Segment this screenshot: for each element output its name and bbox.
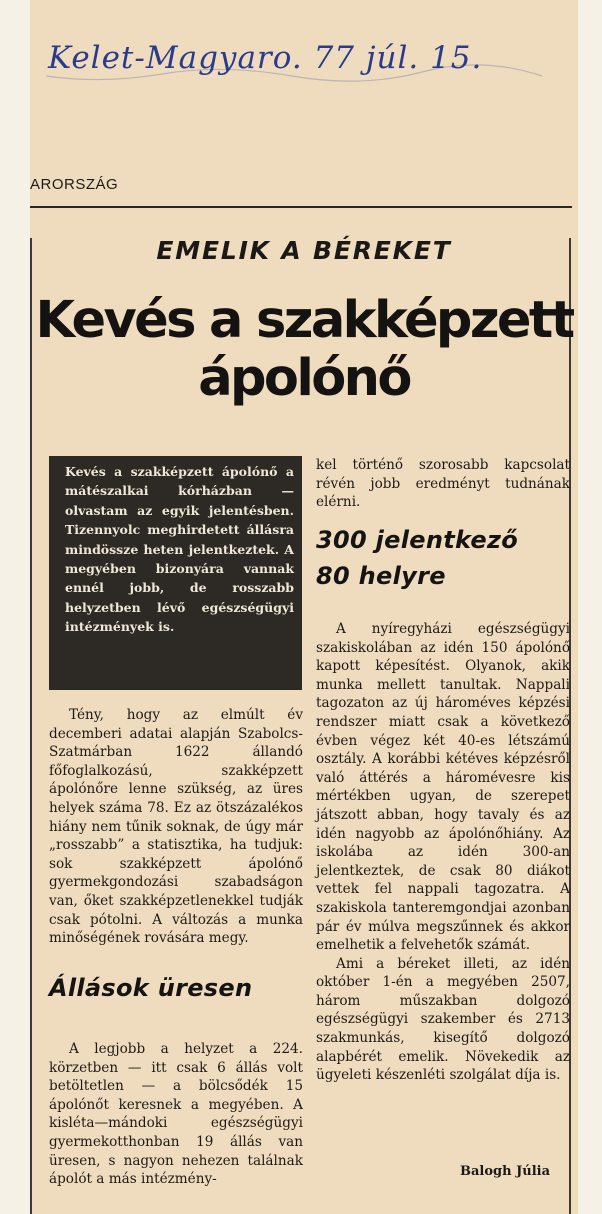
section-label: ARORSZÁG: [30, 176, 119, 193]
left-column-text-2: [49, 1040, 303, 1189]
newspaper-clipping: [30, 0, 578, 1214]
subhead-allasok: Állások üresen: [49, 974, 253, 1002]
author-signature: Balogh Júlia: [460, 1164, 550, 1179]
kicker: EMELIK A BÉREKET: [156, 236, 452, 265]
handwritten-text: Kelet-Magyaro. 77 júl. 15.: [48, 40, 483, 76]
subhead-line-1: 300 jelentkező: [316, 526, 519, 554]
paragraph: Tény, hogy az elmúlt év decemberi adatai alapján Szabolcs-Szatmárban 1622 állandó főfoglalkozású, szakképzett ápolónőre lenne szükség, az üres helyek száma 78. Ez az ötszázalékos hiány nem tűnik soknak, de úgy már „rosszabb” a statisztika, ha tudjuk: sok szakképzett ápolónő gyermekgondozási szabadságon van, őket szakképzetlenekkel tudják csak pótolni. A változás a munka minőségének rovására megy.: [49, 707, 303, 947]
right-column-continuation: [316, 456, 570, 512]
top-rule: [30, 206, 572, 208]
headline-line-2: ápolónő: [198, 349, 410, 408]
headline: [30, 292, 578, 408]
subhead-line-2: 80 helyre: [316, 562, 446, 590]
paragraph: A legjobb a helyzet a 224. körzetben — itt csak 6 állás volt betöltetlen — a bölcsődék 15 ápolónőt keresnek a megyében. A kisléta—mándoki egészségügyi gyermekotthonban 19 állás van üresen, s nagyon nehezen találnak ápolót a más intézmény-: [49, 1041, 303, 1188]
paragraph: kel történő szorosabb kapcsolat révén jobb eredményt tudnának elérni.: [316, 457, 570, 511]
handwritten-note: [42, 34, 562, 88]
subhead-300-jelentkezo: [316, 522, 518, 594]
right-column-text: [316, 620, 570, 1085]
left-column-text-1: [49, 706, 303, 948]
paragraph: A nyíregyházi egészségügyi szakiskolában az idén 150 ápolónő kapott képesítést. Olyanok, akik munka mellett tanultak. Nappali tagozaton az új hároméves képzési rendszer miatt csak a következő évben végez két 40-es létszámú osztály. A korábbi kétéves képzésről való áttérés a háromévesre kis mértékben ugyan, de szerepet játszott abban, hogy tavaly és az idén nagyobb az ápolónőhiány. Az iskolába az idén 300-an jelentkeztek, de csak 80 diákot vettek fel nappali tagozatra. A szakiskola tanteremgondjai azonban pár év múlva megszűnnek és akkor emelhetik a felvehetők számát.: [316, 621, 570, 954]
intro-box: Kevés a szakképzett ápolónő a mátészalkai kórházban — olvastam az egyik jelentésben. Tizennyolc meghirdetett állásra mindössze heten jelentkeztek. A megyében bizonyára vannak ennél jobb, de rosszabb helyzetben lévő egészségügyi intézmények is.: [49, 456, 302, 690]
headline-line-1: Kevés a szakképzett: [35, 291, 573, 350]
paragraph: Ami a béreket illeti, az idén október 1-én a megyében 2507, három műszakban dolgozó egészségügyi szakember és 2713 szakmunkás, kisegítő dolgozó alapbérét emelik. Növekedik az ügyeleti készenléti szolgálat díja is.: [316, 955, 570, 1084]
